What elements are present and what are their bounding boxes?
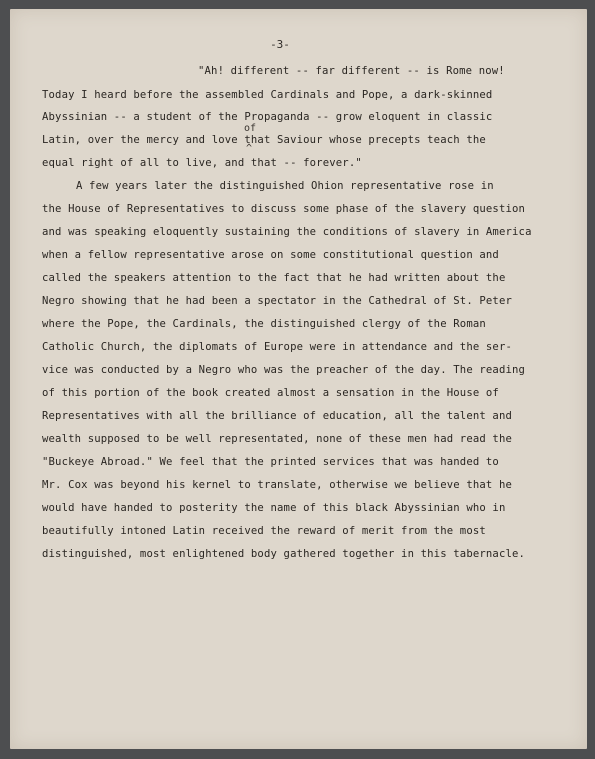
text-line-11: Negro showing that he had been a spectator in the Cathedral of St. Peter bbox=[42, 295, 513, 307]
handwritten-insertion: of bbox=[244, 123, 257, 134]
text-line-7: the House of Representatives to discuss some phase of the slavery question bbox=[42, 203, 526, 215]
text-line-16: Representatives with all the brilliance of education, all the talent and bbox=[42, 410, 513, 422]
text-line-22: distinguished, most enlightened body gathered together in this tabernacle. bbox=[42, 548, 526, 560]
text-line-13: Catholic Church, the diplomats of Europe were in attendance and the ser- bbox=[42, 341, 513, 353]
text-line-1: "Ah! different -- far different -- is Rome now! bbox=[198, 65, 505, 77]
text-line-20: would have handed to posterity the name of this black Abyssinian who in bbox=[42, 502, 506, 514]
text-line-10: called the speakers attention to the fact that he had written about the bbox=[42, 272, 506, 284]
text-line-9: when a fellow representative arose on some constitutional question and bbox=[42, 249, 499, 261]
text-line-18: "Buckeye Abroad." We feel that the printed services that was handed to bbox=[42, 456, 499, 468]
text-line-8: and was speaking eloquently sustaining the conditions of slavery in America bbox=[42, 226, 532, 238]
insertion-caret: ^ bbox=[246, 143, 253, 154]
text-line-21: beautifully intoned Latin received the reward of merit from the most bbox=[42, 525, 486, 537]
text-line-6: A few years later the distinguished Ohion representative rose in bbox=[76, 180, 494, 192]
text-line-17: wealth supposed to be well representated, none of these men had read the bbox=[42, 433, 513, 445]
text-line-19: Mr. Cox was beyond his kernel to translate, otherwise we believe that he bbox=[42, 479, 513, 491]
page-number: -3- bbox=[270, 38, 290, 51]
text-line-5: equal right of all to live, and that -- forever." bbox=[42, 157, 362, 169]
text-line-2: Today I heard before the assembled Cardinals and Pope, a dark-skinned bbox=[42, 89, 493, 101]
text-line-14: vice was conducted by a Negro who was the preacher of the day. The reading bbox=[42, 364, 526, 376]
document-page bbox=[10, 9, 587, 749]
text-line-15: of this portion of the book created almost a sensation in the House of bbox=[42, 387, 499, 399]
text-line-4: Latin, over the mercy and love that Saviour whose precepts teach the bbox=[42, 134, 486, 146]
text-line-3: Abyssinian -- a student of the Propaganda -- grow eloquent in classic bbox=[42, 111, 493, 123]
text-line-12: where the Pope, the Cardinals, the distinguished clergy of the Roman bbox=[42, 318, 486, 330]
